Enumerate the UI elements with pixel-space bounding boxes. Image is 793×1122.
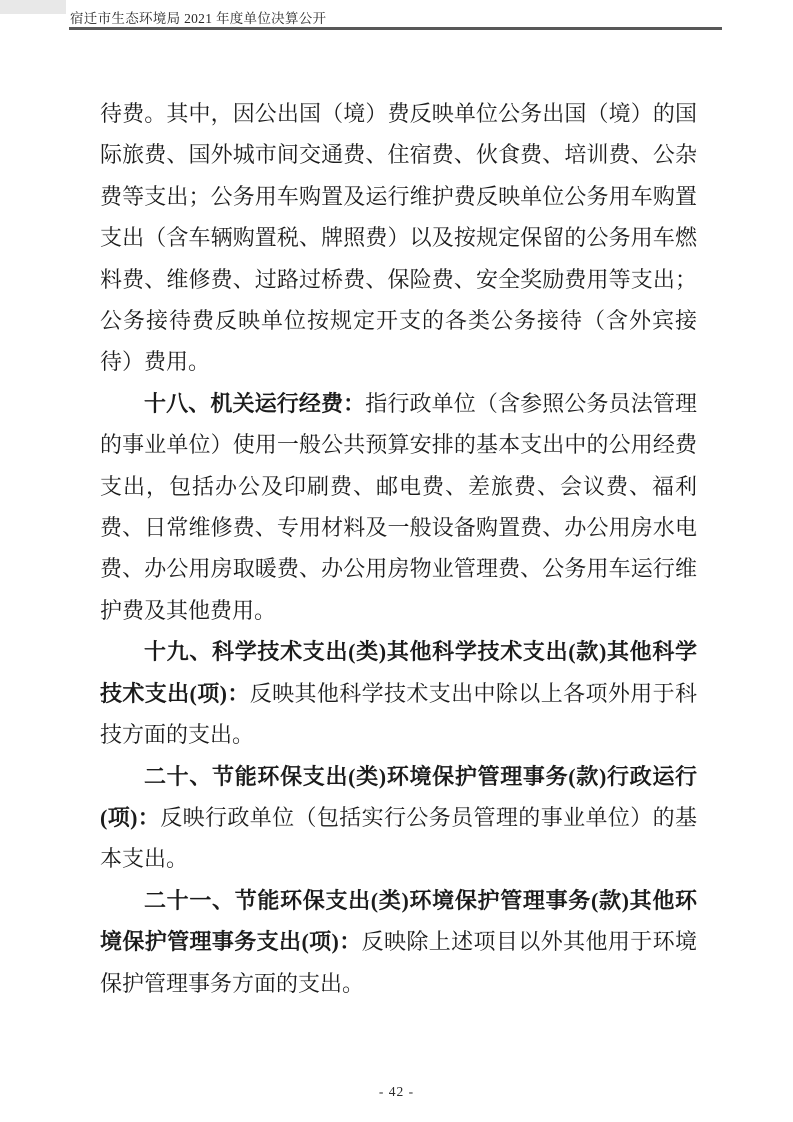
text-run: 料费、维修费、过路过桥费、保险费、安全奖励费用等支出； <box>100 266 697 292</box>
text-line <box>100 383 697 424</box>
text-run: 技方面的支出。 <box>100 722 255 748</box>
text-line <box>100 631 697 672</box>
bold-run: 二十、节能环保支出(类)环境保护管理事务(款)行政运行 <box>144 763 697 789</box>
header-rule <box>69 27 722 30</box>
text-line <box>100 714 697 755</box>
text-line <box>100 880 697 921</box>
text-line <box>100 797 697 838</box>
text-run: 的事业单位）使用一般公共预算安排的基本支出中的公用经费 <box>100 432 697 458</box>
text-line <box>100 963 697 1004</box>
text-line <box>100 176 697 217</box>
text-run: 本支出。 <box>100 846 189 872</box>
text-run: 护费及其他费用。 <box>100 597 277 623</box>
text-line <box>100 259 697 300</box>
text-run: 支出（含车辆购置税、牌照费）以及按规定保留的公务用车燃 <box>100 225 697 251</box>
text-run: 公务接待费反映单位按规定开支的各类公务接待（含外宾接 <box>100 308 697 334</box>
text-run: 指行政单位（含参照公务员法管理 <box>365 390 697 416</box>
text-line <box>100 590 697 631</box>
text-run: 反映其他科学技术支出中除以上各项外用于科 <box>249 680 697 706</box>
text-line <box>100 424 697 465</box>
document-body <box>100 93 697 1004</box>
text-line <box>100 217 697 258</box>
text-line <box>100 93 697 134</box>
bold-run: 技术支出(项)： <box>100 680 250 706</box>
bold-run: 十九、科学技术支出(类)其他科学技术支出(款)其他科学 <box>144 639 697 665</box>
bold-run: 二十一、节能环保支出(类)环境保护管理事务(款)其他环 <box>144 887 697 913</box>
text-line <box>100 921 697 962</box>
text-line <box>100 507 697 548</box>
text-line <box>100 300 697 341</box>
bold-run: (项)： <box>100 804 161 830</box>
text-line <box>100 548 697 589</box>
bold-run: 十八、机关运行经费： <box>144 390 366 416</box>
header-title: 宿迁市生态环境局 2021 年度单位决算公开 <box>70 11 327 26</box>
text-line <box>100 466 697 507</box>
text-line <box>100 673 697 714</box>
text-line <box>100 756 697 797</box>
text-run: 费等支出；公务用车购置及运行维护费反映单位公务用车购置 <box>100 183 697 209</box>
text-run: 待费。其中，因公出国（境）费反映单位公务出国（境）的国 <box>100 101 697 126</box>
text-line <box>100 134 697 175</box>
text-run: 反映行政单位（包括实行公务员管理的事业单位）的基 <box>160 804 697 830</box>
text-run: 费、办公用房取暖费、办公用房物业管理费、公务用车运行维 <box>100 556 697 582</box>
text-line <box>100 838 697 879</box>
bold-run: 境保护管理事务支出(项)： <box>100 929 362 955</box>
text-run: 支出，包括办公及印刷费、邮电费、差旅费、会议费、福利 <box>100 473 697 499</box>
scan-edge-artifact <box>0 0 66 14</box>
text-run: 反映除上述项目以外其他用于环境 <box>361 929 697 955</box>
text-run: 保护管理事务方面的支出。 <box>100 970 365 996</box>
text-line <box>100 341 697 382</box>
text-run: 费、日常维修费、专用材料及一般设备购置费、办公用房水电 <box>100 515 697 541</box>
text-run: 际旅费、国外城市间交通费、住宿费、伙食费、培训费、公杂 <box>100 142 697 168</box>
text-run: 待）费用。 <box>100 349 211 375</box>
page-number: - 42 - <box>378 1084 415 1099</box>
